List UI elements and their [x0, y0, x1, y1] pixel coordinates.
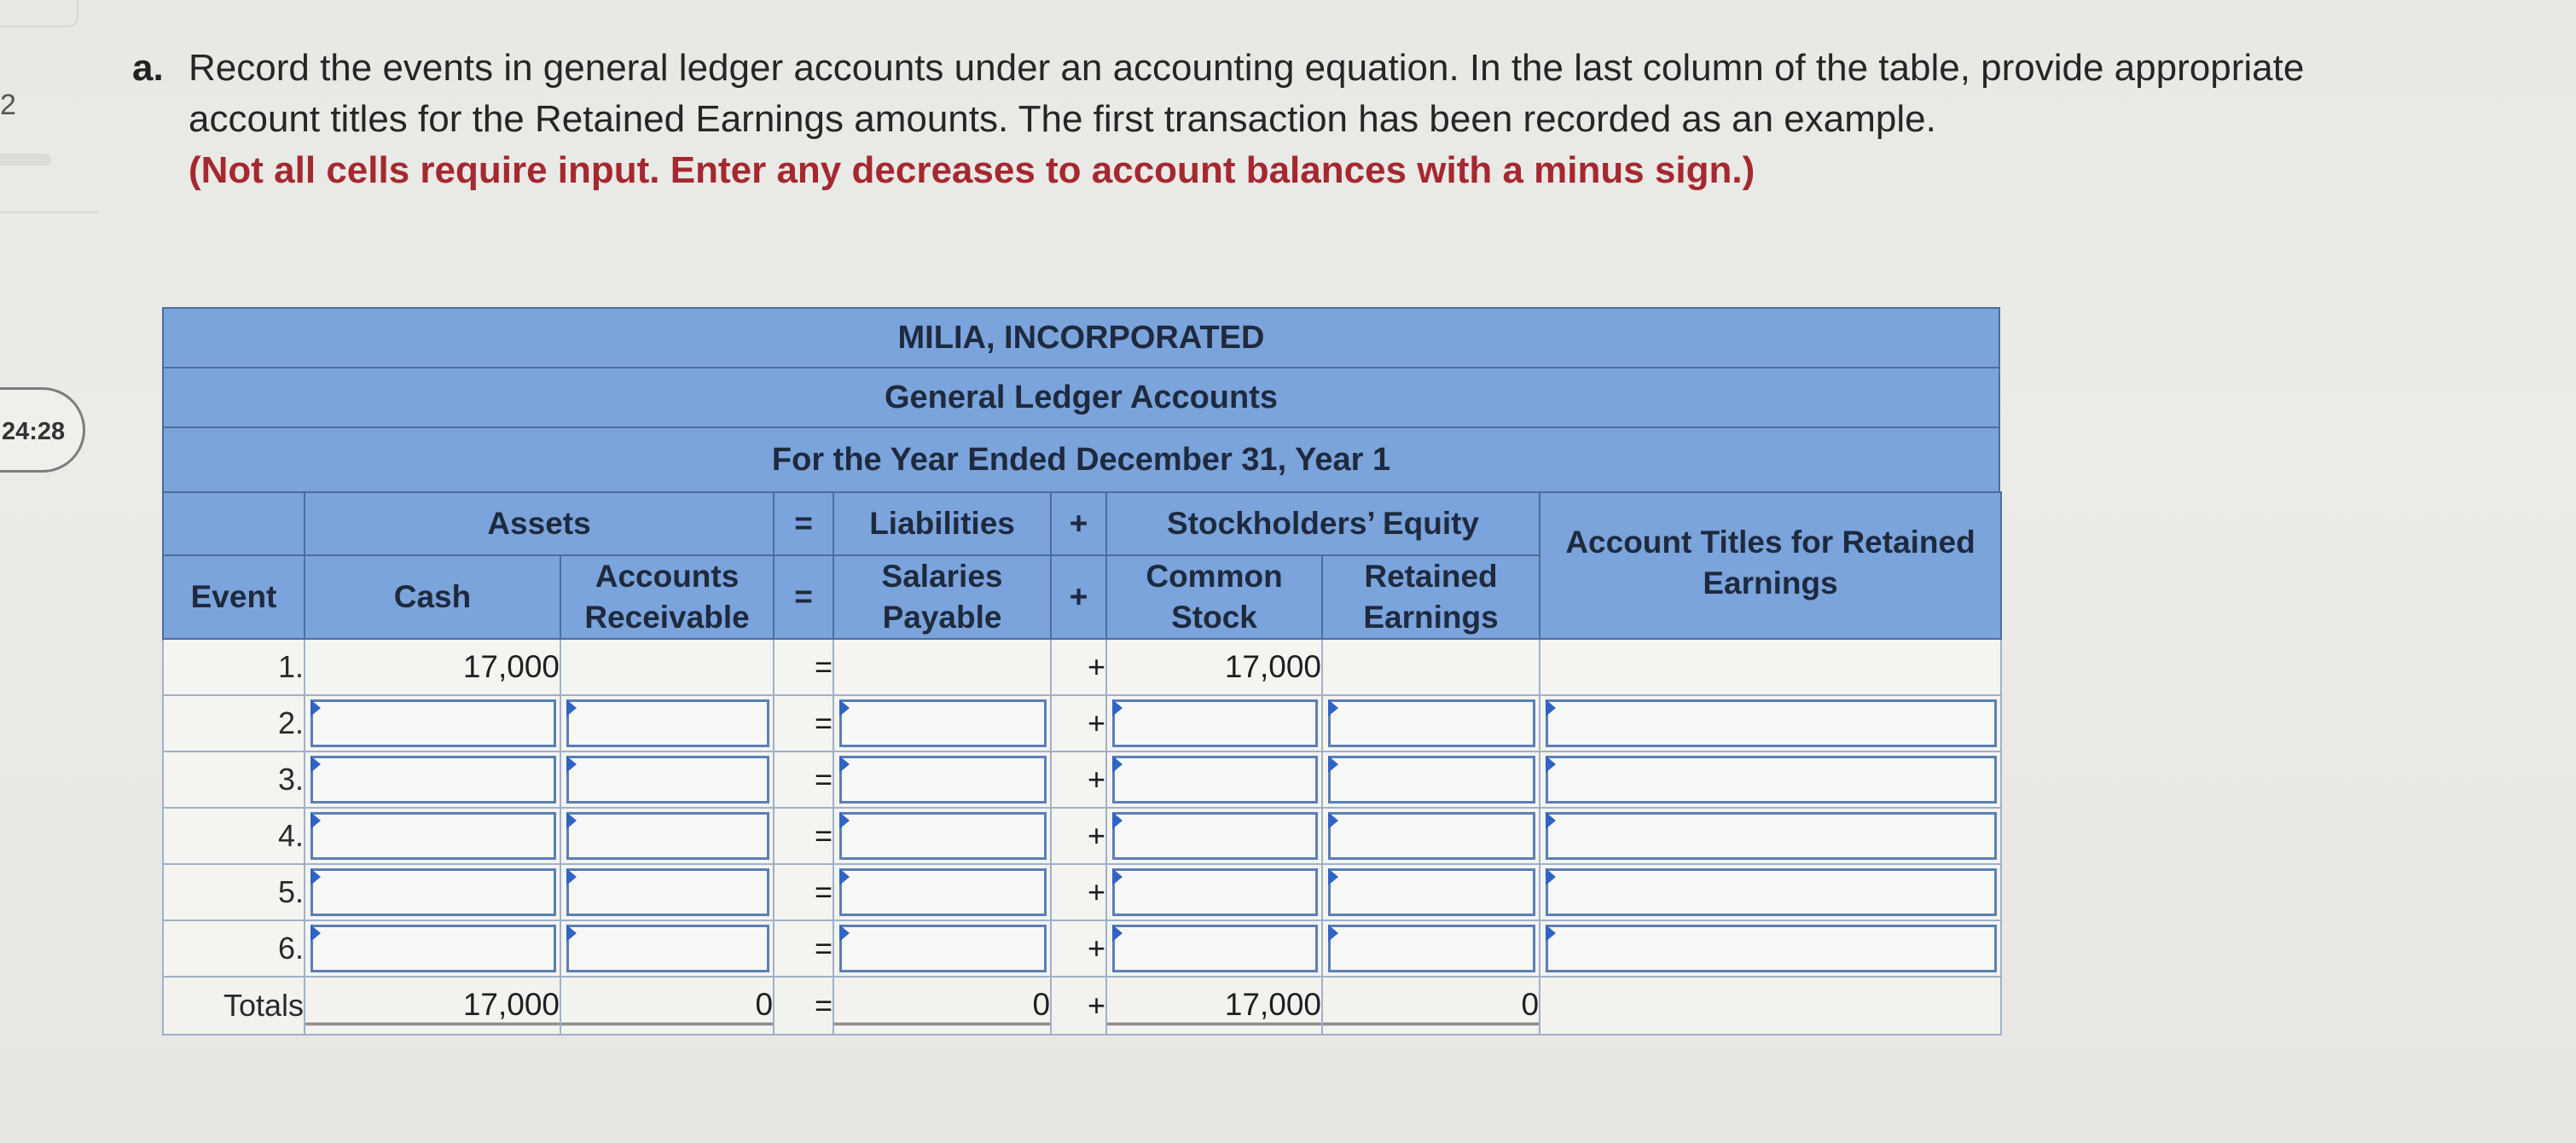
instructions	[132, 43, 2401, 196]
equals-sign: =	[774, 864, 833, 920]
header-equals: =	[774, 492, 833, 555]
table-row	[163, 639, 2001, 695]
equals-sign: =	[774, 639, 833, 695]
general-ledger-table	[162, 307, 2000, 1036]
event-label: 3.	[163, 751, 305, 808]
header-assets: Assets	[305, 492, 774, 555]
header-plus-2: +	[1051, 555, 1106, 639]
company-name: MILIA, INCORPORATED	[162, 307, 2000, 367]
ledger-title: General Ledger Accounts	[162, 367, 2000, 426]
table-row	[163, 864, 2001, 920]
equals-sign: =	[774, 751, 833, 808]
total-retained-earnings	[1322, 977, 1540, 1035]
event-label: 4.	[163, 808, 305, 864]
header-retained-earnings: Retained Earnings	[1322, 555, 1540, 639]
cash-value: 17,000	[305, 639, 560, 695]
header-salaries-payable: Salaries Payable	[833, 555, 1051, 639]
cash-input[interactable]	[310, 699, 556, 747]
cash-input[interactable]	[310, 812, 556, 860]
event-label: 6.	[163, 920, 305, 977]
account-title-input[interactable]	[1546, 868, 1997, 916]
salaries-payable-value	[833, 639, 1051, 695]
retained-earnings-input[interactable]	[1328, 868, 1535, 916]
accounts-receivable-input[interactable]	[566, 812, 769, 860]
total-retained-earnings-value: 0	[1323, 987, 1539, 1025]
header-equals-2: =	[774, 555, 833, 639]
header-blank	[163, 492, 305, 555]
common-stock-input[interactable]	[1112, 868, 1318, 916]
total-common-stock	[1106, 977, 1322, 1035]
salaries-payable-input[interactable]	[839, 868, 1047, 916]
equals-sign: =	[774, 808, 833, 864]
timer-text: 24:28	[2, 418, 66, 445]
account-title-input[interactable]	[1546, 699, 1997, 747]
retained-earnings-input[interactable]	[1328, 812, 1535, 860]
cash-input[interactable]	[310, 756, 556, 804]
salaries-payable-input[interactable]	[839, 925, 1047, 972]
plus-sign: +	[1051, 920, 1106, 977]
ledger-period: For the Year Ended December 31, Year 1	[162, 426, 2000, 491]
total-account-titles	[1540, 977, 2001, 1035]
accounts-receivable-value	[560, 639, 774, 695]
totals-row	[163, 977, 2001, 1035]
total-accounts-receivable-value: 0	[561, 987, 773, 1025]
common-stock-input[interactable]	[1112, 756, 1318, 804]
table-row	[163, 751, 2001, 808]
cash-input[interactable]	[310, 925, 556, 972]
plus-sign: +	[1051, 639, 1106, 695]
total-cash-value: 17,000	[305, 987, 560, 1025]
header-cash: Cash	[305, 555, 560, 639]
common-stock-input[interactable]	[1112, 699, 1318, 747]
total-salaries-payable-value: 0	[834, 987, 1050, 1025]
common-stock-input[interactable]	[1112, 925, 1318, 972]
plus-sign: +	[1051, 751, 1106, 808]
step-number: 2	[0, 89, 16, 121]
equals-sign: =	[774, 920, 833, 977]
header-event: Event	[163, 555, 305, 639]
plus-sign: +	[1051, 808, 1106, 864]
total-accounts-receivable	[560, 977, 774, 1035]
account-title-value	[1540, 639, 2001, 695]
totals-label: Totals	[163, 977, 305, 1035]
accounts-receivable-input[interactable]	[566, 925, 769, 972]
header-accounts-receivable: Accounts Receivable	[560, 555, 774, 639]
sidebar-divider	[0, 212, 98, 213]
common-stock-input[interactable]	[1112, 812, 1318, 860]
equals-sign: =	[774, 977, 833, 1035]
account-title-input[interactable]	[1546, 925, 1997, 972]
header-common-stock: Common Stock	[1106, 555, 1322, 639]
instructions-body	[189, 43, 2401, 196]
total-cash	[305, 977, 560, 1035]
retained-earnings-value	[1322, 639, 1540, 695]
equals-sign: =	[774, 695, 833, 751]
table-row	[163, 695, 2001, 751]
header-liabilities: Liabilities	[833, 492, 1051, 555]
accounts-receivable-input[interactable]	[566, 868, 769, 916]
accounts-receivable-input[interactable]	[566, 699, 769, 747]
retained-earnings-input[interactable]	[1328, 925, 1535, 972]
plus-sign: +	[1051, 977, 1106, 1035]
account-title-input[interactable]	[1546, 812, 1997, 860]
table-row	[163, 920, 2001, 977]
total-common-stock-value: 17,000	[1107, 987, 1321, 1025]
instructions-text: Record the events in general ledger accounts under an accounting equation. In the last column of the table, provide appropriate account titles for the Retained Earnings amounts. The first transaction has been recorded as an example.	[189, 47, 2305, 140]
event-label: 1.	[163, 639, 305, 695]
header-plus: +	[1051, 492, 1106, 555]
retained-earnings-input[interactable]	[1328, 756, 1535, 804]
accounts-receivable-input[interactable]	[566, 756, 769, 804]
common-stock-value: 17,000	[1106, 639, 1322, 695]
ledger-grid	[162, 491, 2002, 1036]
salaries-payable-input[interactable]	[839, 699, 1047, 747]
event-label: 5.	[163, 864, 305, 920]
instructions-note: (Not all cells require input. Enter any decreases to account balances with a minus sign.)	[189, 149, 1755, 191]
plus-sign: +	[1051, 864, 1106, 920]
event-label: 2.	[163, 695, 305, 751]
plus-sign: +	[1051, 695, 1106, 751]
table-row	[163, 808, 2001, 864]
total-salaries-payable	[833, 977, 1051, 1035]
account-title-input[interactable]	[1546, 756, 1997, 804]
header-stockholders-equity: Stockholders’ Equity	[1106, 492, 1540, 555]
retained-earnings-input[interactable]	[1328, 699, 1535, 747]
salaries-payable-input[interactable]	[839, 756, 1047, 804]
salaries-payable-input[interactable]	[839, 812, 1047, 860]
instructions-label: a.	[132, 47, 164, 89]
cash-input[interactable]	[310, 868, 556, 916]
header-account-titles: Account Titles for Retained Earnings	[1540, 492, 2001, 639]
sidebar-scroll-marker	[0, 154, 51, 165]
top-tab-edge	[0, 0, 78, 27]
